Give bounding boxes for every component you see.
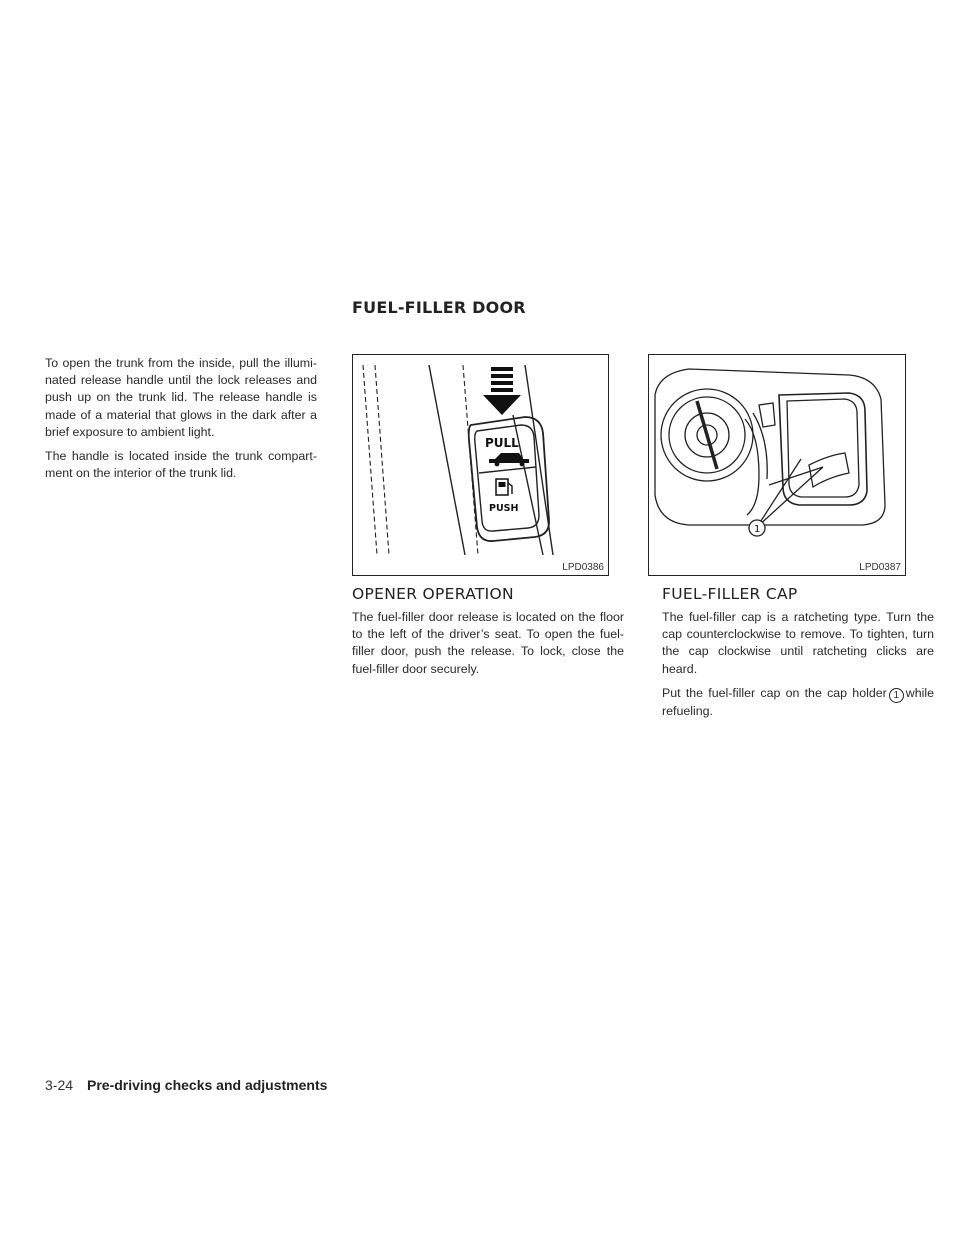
cap-paragraph-2 — [662, 685, 934, 720]
holder-number-icon: 1 — [889, 688, 904, 703]
callout-number: 1 — [754, 524, 761, 535]
release-switch-illustration — [353, 355, 608, 575]
cap-paragraph-1: The fuel-filler cap is a ratcheting type. Turn the cap counterclockwise to remove. To tighten, turn the cap clockwise until ratcheting clicks are heard. — [662, 610, 934, 676]
cap-text-column — [662, 609, 934, 727]
page-number: 3-24 — [45, 1077, 74, 1093]
figure-code: LPD0386 — [562, 562, 604, 573]
pull-label: PULL — [485, 436, 519, 450]
cap-heading: FUEL-FILLER CAP — [662, 585, 798, 603]
chapter-title: Pre-driving checks and adjustments — [87, 1077, 328, 1093]
section-title: FUEL-FILLER DOOR — [352, 298, 526, 317]
opener-paragraph: The fuel-filler door release is located on the floor to the left of the driver’s seat. To open the fuel-filler door, push the release. To lock, close the fuel-filler door securely. — [352, 610, 624, 676]
cap-holder-illustration — [649, 355, 905, 575]
trunk-car-icon — [489, 453, 529, 466]
opener-text-column — [352, 609, 624, 685]
fuel-door-release-figure — [352, 354, 609, 576]
fuel-cap-holder-figure — [648, 354, 906, 576]
trunk-paragraph-2: The handle is located inside the trunk compart-ment on the interior of the trunk lid. — [45, 449, 317, 481]
opener-heading: OPENER OPERATION — [352, 585, 514, 603]
push-down-arrow-icon — [483, 367, 521, 415]
cap-paragraph-2-start: Put the fuel-filler cap on the cap holder — [662, 685, 887, 700]
trunk-paragraph-1: To open the trunk from the inside, pull the illumi-nated release handle until the lock releases and push up on the trunk lid. The release handle is made of a material that glows in the dark after a brief exposure to ambient light. — [45, 356, 317, 439]
figure-code: LPD0387 — [859, 562, 901, 573]
fuel-pump-icon — [496, 479, 512, 495]
trunk-text-column — [45, 355, 317, 489]
push-label: PUSH — [489, 503, 519, 514]
cap-paragraph-2-end: while refueling. — [662, 685, 934, 718]
